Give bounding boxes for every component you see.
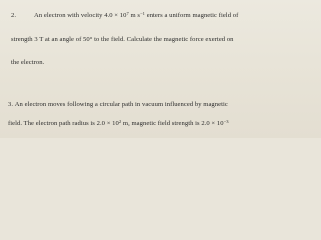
question-3-number: 3.	[8, 101, 14, 108]
question-2-text-end: enters a uniform magnetic field of	[145, 12, 239, 19]
velocity-coefficient: 4.0 × 10	[104, 12, 127, 19]
question-2-text: An electron with velocity	[34, 12, 103, 19]
question-3-line-1	[8, 101, 228, 109]
question-2-line-3: the electron.	[11, 59, 45, 66]
question-3-line-2	[8, 120, 229, 128]
question-3-text: field. The electron path radius is	[8, 120, 97, 127]
question-2-line-1	[11, 12, 238, 20]
velocity-exponent: 7	[126, 11, 129, 16]
velocity-unit-exponent: −1	[140, 11, 146, 16]
question-3-text: An electron moves following a circular path in vacuum influenced by magnetic	[14, 101, 228, 108]
radius-coefficient: 2.0 × 10	[96, 120, 119, 127]
field-coefficient: 2.0 × 10	[201, 120, 224, 127]
question-2-number: 2.	[11, 12, 17, 19]
velocity-unit: m s	[128, 12, 141, 19]
question-3-text-middle: m, magnetic field strength is	[121, 120, 202, 127]
radius-exponent: 2	[118, 119, 122, 124]
field-exponent: −3	[223, 119, 229, 124]
question-2-text: strength 3 T at an angle of	[11, 36, 84, 43]
question-2-line-2	[11, 36, 234, 44]
angle-value: 50°	[83, 36, 93, 43]
question-2-text-end: to the field. Calculate the magnetic force exerted on	[92, 36, 234, 43]
